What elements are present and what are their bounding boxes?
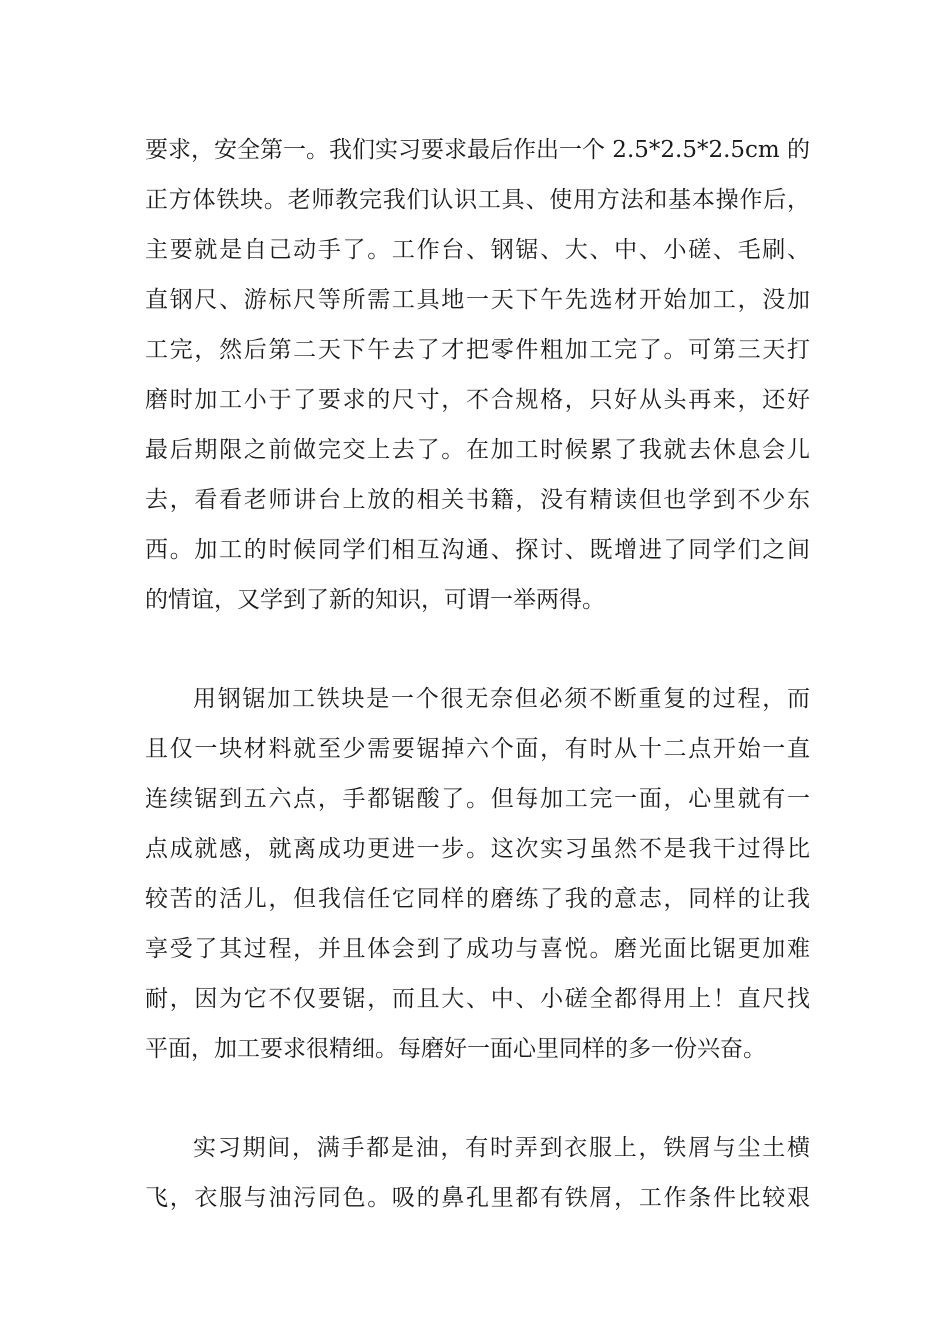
paragraph-2-line-5: 较苦的活儿，但我信任它同样的磨练了我的意志，同样的让我: [145, 886, 810, 912]
paragraph-1-line-9: 西。加工的时候同学们相互沟通、探讨、既增进了同学们之间: [145, 537, 810, 563]
paragraph-1-line-3: 主要就是自己动手了。工作台、钢锯、大、中、小磋、毛刷、: [145, 237, 810, 263]
paragraph-2-line-2: 且仅一块材料就至少需要锯掉六个面，有时从十二点开始一直: [145, 736, 810, 762]
paragraph-1-line-10: 的情谊，又学到了新的知识，可谓一举两得。: [145, 587, 605, 613]
paragraph-2-line-4: 点成就感，就离成功更进一步。这次实习虽然不是我干过得比: [145, 836, 810, 862]
paragraph-1-line-6: 磨时加工小于了要求的尺寸，不合规格，只好从头再来，还好: [145, 387, 810, 413]
paragraph-2-line-6: 享受了其过程，并且体会到了成功与喜悦。磨光面比锯更加难: [145, 936, 810, 962]
paragraph-1-line-4: 直钢尺、游标尺等所需工具地一天下午先选材开始加工，没加: [145, 287, 810, 313]
paragraph-1-line-8: 去，看看老师讲台上放的相关书籍，没有精读但也学到不少东: [145, 487, 810, 513]
paragraph-1-line-5: 工完，然后第二天下午去了才把零件粗加工完了。可第三天打: [145, 337, 810, 363]
paragraph-1-line-2: 正方体铁块。老师教完我们认识工具、使用方法和基本操作后，: [145, 187, 810, 213]
paragraph-1-line-7: 最后期限之前做完交上去了。在加工时候累了我就去休息会儿: [145, 437, 810, 463]
paragraph-3-line-1: 实习期间，满手都是油，有时弄到衣服上，铁屑与尘土横: [193, 1135, 810, 1161]
paragraph-2-line-8: 平面，加工要求很精细。每磨好一面心里同样的多一份兴奋。: [145, 1036, 766, 1062]
paragraph-2-line-1: 用钢锯加工铁块是一个很无奈但必须不断重复的过程，而: [193, 686, 810, 712]
paragraph-3-line-2: 飞，衣服与油污同色。吸的鼻孔里都有铁屑，工作条件比较艰: [145, 1185, 810, 1211]
paragraph-2-line-3: 连续锯到五六点，手都锯酸了。但每加工完一面，心里就有一: [145, 786, 810, 812]
paragraph-2-line-7: 耐，因为它不仅要锯，而且大、中、小磋全都得用上！直尺找: [145, 986, 810, 1012]
paragraph-1-line-1: 要求，安全第一。我们实习要求最后作出一个 2.5*2.5*2.5cm 的: [145, 137, 811, 163]
